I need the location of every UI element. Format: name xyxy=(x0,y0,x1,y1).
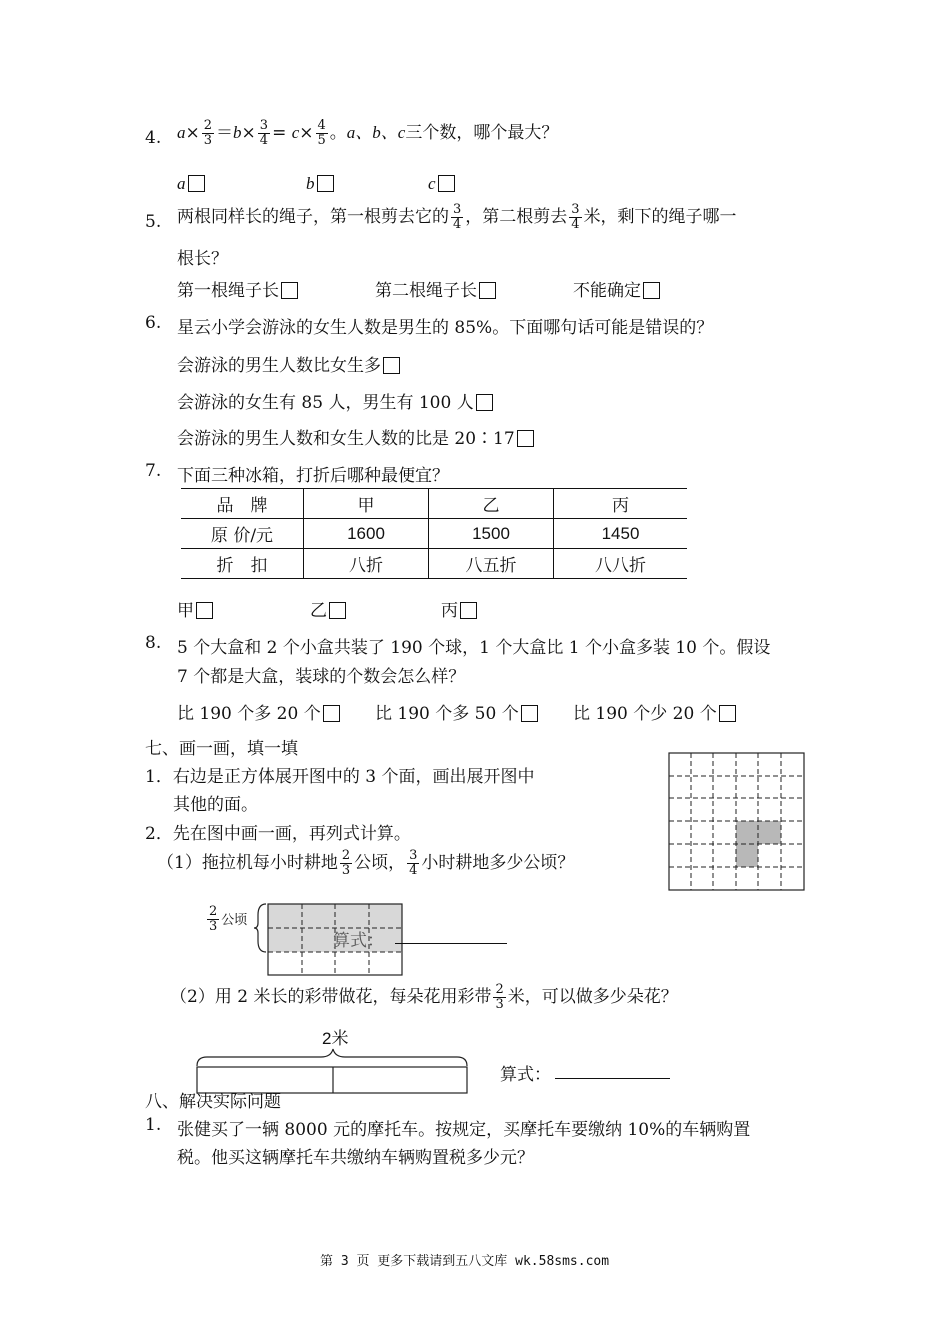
diagram-label-unit: 公顷 xyxy=(221,913,248,928)
q6-option-2[interactable] xyxy=(177,388,493,413)
q5-option-3[interactable] xyxy=(573,276,660,301)
sec7-p21-text-a: （1）拖拉机每小时耕地 xyxy=(157,853,338,873)
q5-number: 5. xyxy=(145,212,162,232)
q7-option-1-checkbox[interactable] xyxy=(196,602,213,619)
q7-number: 7. xyxy=(145,461,162,481)
price-table xyxy=(181,488,687,579)
sec7-p21-text-c: 小时耕地多少公顷？ xyxy=(421,853,575,873)
q4-option-a[interactable] xyxy=(177,174,205,194)
q6-option-3-label: 会游泳的男生人数和女生人数的比是 20∶17 xyxy=(177,429,515,449)
table-cell: 折 扣 xyxy=(216,556,268,576)
sec7-p21-fraction-1 xyxy=(340,849,352,878)
q5-f2-num: 3 xyxy=(571,202,580,217)
sec7-p21-text-b: 公顷， xyxy=(354,853,406,873)
q4-number: 4. xyxy=(145,128,162,148)
q5-f1-den: 4 xyxy=(453,217,462,232)
sec7-part2-1 xyxy=(157,848,574,878)
q8-number: 8. xyxy=(145,633,162,653)
q7-option-1-label: 甲 xyxy=(177,601,194,621)
q6-option-1[interactable] xyxy=(177,351,400,376)
q8-option-1-checkbox[interactable] xyxy=(323,705,340,722)
q4-fraction-1 xyxy=(202,119,214,148)
cube-net-grid[interactable] xyxy=(668,752,806,892)
q5-option-2-checkbox[interactable] xyxy=(479,282,496,299)
formula-answer-line-2[interactable] xyxy=(555,1078,670,1079)
sec7-p22-fraction xyxy=(493,983,505,1012)
shaded-face-1 xyxy=(736,821,781,844)
sec7-part2-2 xyxy=(170,982,678,1012)
q7-option-3[interactable] xyxy=(441,596,477,621)
q6-option-1-checkbox[interactable] xyxy=(383,357,400,374)
q5-line-2: 根长？ xyxy=(177,249,228,269)
left-brace-icon xyxy=(254,904,266,952)
q4-f3-den: 5 xyxy=(317,133,326,148)
q6-option-3[interactable] xyxy=(177,424,534,449)
q7-option-1[interactable] xyxy=(177,596,213,621)
sec7-part2: 2．先在图中画一画，再列式计算。 xyxy=(145,824,411,844)
sec7-part1-line2: 其他的面。 xyxy=(173,795,258,815)
table-cell: 原 价/元 xyxy=(210,526,274,546)
sec7-p21-f2-den: 4 xyxy=(409,863,418,878)
q4-option-a-checkbox[interactable] xyxy=(188,175,205,192)
q8-option-2-checkbox[interactable] xyxy=(521,705,538,722)
q8-option-2[interactable] xyxy=(375,699,538,724)
q8-line-1: 5 个大盒和 2 个小盒共装了 190 个球，1 个大盒比 1 个小盒多装 10 个。假设 xyxy=(177,638,771,658)
q6-number: 6. xyxy=(145,313,162,333)
sec7-p22-f-den: 3 xyxy=(495,997,504,1012)
q4-var-a: a xyxy=(177,123,186,142)
section-8-title: 八、解决实际问题 xyxy=(145,1092,281,1112)
q4-f1-num: 2 xyxy=(203,118,213,133)
q7-text: 下面三种冰箱，打折后哪种最便宜？ xyxy=(177,466,449,486)
q4-var-c: c xyxy=(291,123,300,142)
grid-dashed-lines xyxy=(669,753,804,890)
q4-f1-den: 3 xyxy=(203,133,213,148)
table-cell: 八折 xyxy=(304,549,429,579)
q4-fraction-3 xyxy=(316,119,328,148)
table-cell: 八五折 xyxy=(429,549,554,579)
q4-f2-den: 4 xyxy=(259,133,269,148)
q4-period: 。 xyxy=(329,123,347,143)
q6-option-2-checkbox[interactable] xyxy=(476,394,493,411)
q4-tail: 三个数，哪个最大？ xyxy=(405,123,559,143)
q4-eq-2: = xyxy=(272,123,287,143)
q4-f2-num: 3 xyxy=(259,118,269,133)
sec8-q1-line2: 税。他买这辆摩托车共缴纳车辆购置税多少元？ xyxy=(177,1148,534,1168)
formula-label-1: 算式： xyxy=(333,931,384,951)
sec7-p21-f2-num: 3 xyxy=(409,848,418,863)
q4-option-c[interactable] xyxy=(428,174,455,194)
q5-f2-den: 4 xyxy=(571,217,580,232)
q4-times-1: × xyxy=(185,123,200,143)
sec7-p22-text-a: （2）用 2 米长的彩带做花，每朵花用彩带 xyxy=(170,987,492,1007)
q5-text-2: ，第二根剪去 xyxy=(465,207,568,227)
diagram-label-den: 3 xyxy=(209,919,218,934)
formula-answer-line-1[interactable] xyxy=(395,943,507,944)
q4-eq-1: ＝ xyxy=(216,123,234,143)
table-cell: 1600 xyxy=(304,519,429,549)
top-brace-icon xyxy=(197,1049,467,1066)
q7-option-2-checkbox[interactable] xyxy=(329,602,346,619)
diagram-label-num: 2 xyxy=(209,904,218,919)
table-row xyxy=(181,519,687,549)
q4-option-b[interactable] xyxy=(306,174,334,194)
q4-equation xyxy=(177,118,558,148)
q4-times-2: × xyxy=(241,123,256,143)
sec7-part1-line1: 1．右边是正方体展开图中的 3 个面，画出展开图中 xyxy=(145,767,535,787)
q4-option-c-label: c xyxy=(428,174,436,193)
q4-option-b-label: b xyxy=(306,174,315,193)
q5-option-1-label: 第一根绳子长 xyxy=(177,281,279,301)
q4-var-b: b xyxy=(233,123,242,142)
q6-option-2-label: 会游泳的女生有 85 人，男生有 100 人 xyxy=(177,393,474,413)
q5-f1-num: 3 xyxy=(453,202,462,217)
q4-fraction-2 xyxy=(258,119,270,148)
q6-text: 星云小学会游泳的女生人数是男生的 85%。下面哪句话可能是错误的？ xyxy=(177,318,714,338)
sec7-p21-fraction-2 xyxy=(407,849,419,878)
shaded-face-2 xyxy=(736,844,758,867)
sec8-q1-number: 1. xyxy=(145,1115,162,1135)
q6-option-1-label: 会游泳的男生人数比女生多 xyxy=(177,356,381,376)
table-cell: 乙 xyxy=(429,489,554,519)
q8-option-2-label: 比 190 个多 50 个 xyxy=(375,704,519,724)
q7-option-3-checkbox[interactable] xyxy=(460,602,477,619)
sec7-p21-f1-den: 3 xyxy=(341,863,351,878)
table-cell: 1450 xyxy=(554,519,688,549)
q5-option-3-checkbox[interactable] xyxy=(643,282,660,299)
table-row xyxy=(181,549,687,579)
q8-option-1-label: 比 190 个多 20 个 xyxy=(177,704,321,724)
q8-option-3[interactable] xyxy=(573,699,736,724)
page-footer: 第 3 页 更多下载请到五八文库 wk.58sms.com xyxy=(320,1254,610,1269)
section-7-title: 七、画一画，填一填 xyxy=(145,739,298,759)
q5-fraction-1 xyxy=(451,203,463,232)
q8-line-2: 7 个都是大盒，装球的个数会怎么样？ xyxy=(177,667,466,687)
q4-times-3: × xyxy=(299,123,314,143)
q4-option-a-label: a xyxy=(177,174,186,193)
q4-f3-num: 4 xyxy=(317,118,326,133)
sec7-p21-f1-num: 2 xyxy=(341,848,351,863)
q5-option-2[interactable] xyxy=(375,276,496,301)
table-cell: 品 牌 xyxy=(181,489,304,519)
ribbon-length-label: 2米 xyxy=(322,1029,349,1048)
q8-option-3-checkbox[interactable] xyxy=(719,705,736,722)
q4-option-c-checkbox[interactable] xyxy=(438,175,455,192)
sec8-q1-line1: 张健买了一辆 8000 元的摩托车。按规定，买摩托车要缴纳 10%的车辆购置 xyxy=(177,1120,751,1140)
q7-option-2[interactable] xyxy=(310,596,346,621)
q5-fraction-2 xyxy=(569,203,581,232)
q5-option-2-label: 第二根绳子长 xyxy=(375,281,477,301)
q7-option-2-label: 乙 xyxy=(310,601,327,621)
table-cell: 丙 xyxy=(554,489,688,519)
q5-text-1: 两根同样长的绳子，第一根剪去它的 xyxy=(177,207,449,227)
q7-option-3-label: 丙 xyxy=(441,601,458,621)
q5-option-1-checkbox[interactable] xyxy=(281,282,298,299)
table-cell: 甲 xyxy=(304,489,429,519)
q6-option-3-checkbox[interactable] xyxy=(517,430,534,447)
table-cell: 1500 xyxy=(429,519,554,549)
sec7-p22-text-b: 米，可以做多少朵花？ xyxy=(507,987,678,1007)
sec7-p22-f-num: 2 xyxy=(495,982,504,997)
diagram-label-fraction xyxy=(207,905,219,934)
q8-option-3-label: 比 190 个少 20 个 xyxy=(573,704,717,724)
q4-tail-vars: a、b、c xyxy=(346,123,406,142)
q5-text-3: 米，剩下的绳子哪一 xyxy=(583,207,737,227)
table-row xyxy=(181,489,687,519)
q8-option-1[interactable] xyxy=(177,699,340,724)
q4-option-b-checkbox[interactable] xyxy=(317,175,334,192)
q5-option-3-label: 不能确定 xyxy=(573,281,641,301)
q5-option-1[interactable] xyxy=(177,276,298,301)
formula-label-2: 算式： xyxy=(500,1065,551,1085)
table-cell: 八八折 xyxy=(554,549,688,579)
q5-text xyxy=(177,202,737,232)
diagram-label xyxy=(205,905,247,934)
